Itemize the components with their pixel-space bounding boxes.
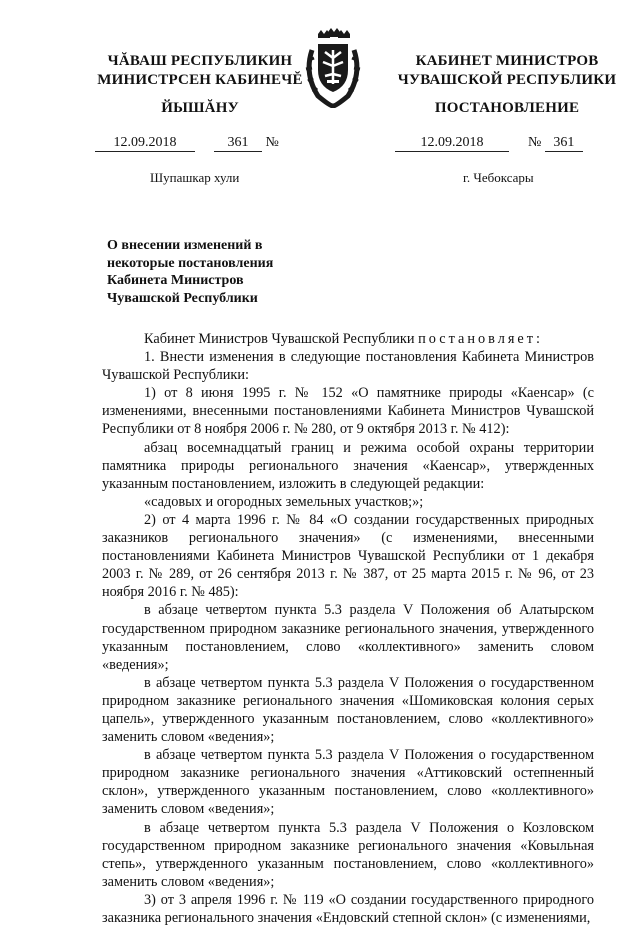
body-paragraph: 3) от 3 апреля 1996 г. № 119 «О создании государственного природного заказника регионального значения «Ендовский степной склон» (с изменениями, — [102, 891, 594, 926]
left-date: 12.09.2018 — [95, 135, 195, 152]
intro-verb: постановляет: — [418, 331, 544, 347]
header-left-line2: МИНИСТРСЕН КАБИНЕЧĔ — [97, 72, 303, 88]
right-number-line — [395, 135, 610, 153]
right-city: г. Чебоксары — [463, 170, 534, 185]
left-number: 361 — [214, 135, 262, 152]
right-date: 12.09.2018 — [395, 135, 509, 152]
coat-of-arms-emblem — [300, 28, 366, 108]
right-no-sign: № — [528, 135, 542, 150]
left-city: Шупашкар хули — [150, 170, 240, 185]
body-paragraph: в абзаце четвертом пункта 5.3 раздела V Положения о государственном природном заказнике регионального значения «Шомиковская колония серых цапель», утвержденного указанным постановлением, слово «коллективного» заменить словом «ведения»; — [102, 674, 594, 746]
intro-paragraph — [102, 330, 594, 348]
left-number-line — [95, 135, 310, 153]
body-paragraph: в абзаце четвертом пункта 5.3 раздела V Положения об Алатырском государственном природном заказнике регионального значения, утвержденного указанным постановлением, слово «коллективного» заменить словом «ведения»; — [102, 602, 594, 673]
body-paragraph: 1. Внести изменения в следующие постановления Кабинета Министров Чувашской Республики: — [102, 349, 594, 384]
header-right-line1: КАБИНЕТ МИНИСТРОВ — [415, 53, 599, 69]
body-paragraph: «садовых и огородных земельных участков;»; — [144, 493, 424, 510]
body-paragraph: абзац восемнадцатый границ и режима особой охраны территории памятника природы регионального значения «Каенсар», утвержденных указанным постановлением, изложить в следующей редакции: — [102, 439, 594, 492]
body-paragraph: 2) от 4 марта 1996 г. № 84 «О создании государственных природных заказников регионального значения» (с изменениями, внесенными постановлениями Кабинета Министров Чувашской Республики от 1 декабря 2003 г. № 289, от 26 сентября 2013 г. № 387, от 25 марта 2015 г. № 96, от 23 ноября 2016 г. № 485): — [102, 511, 594, 601]
coat-of-arms-icon — [300, 28, 366, 108]
header-right-authority — [392, 52, 622, 90]
body-paragraph: в абзаце четвертом пункта 5.3 раздела V Положения о государственном природном заказнике регионального значения «Аттиковский остепненный склон», утвержденного указанным постановлением, слово «коллективного» заменить словом «ведения»; — [102, 747, 594, 818]
document-title: О внесении изменений в некоторые постановления Кабинета Министров Чувашской Республики — [107, 238, 274, 306]
body-paragraph: в абзаце четвертом пункта 5.3 раздела V Положения о Козловском государственном природном заказнике регионального значения «Ковыльная степь», утвержденного указанным постановлением, слово «коллективного» заменить словом «ведения»; — [102, 819, 594, 890]
header-left-doc-type: ЙЫШĂНУ — [161, 100, 239, 116]
intro-prefix: Кабинет Министров Чувашской Республики — [144, 331, 415, 347]
header-left-line1: ЧĂВАШ РЕСПУБЛИКИН — [107, 53, 293, 69]
header-right-doc-type: ПОСТАНОВЛЕНИЕ — [434, 100, 580, 116]
left-no-sign: № — [265, 135, 279, 150]
body-paragraph: 1) от 8 июня 1995 г. № 152 «О памятнике природы «Каенсар» (с изменениями, внесенными постановлениями Кабинета Министров Чувашской Республики от 8 ноября 2006 г. № 280, от 9 октября 2013 г. № 412): — [102, 385, 594, 438]
header-right-line2: ЧУВАШСКОЙ РЕСПУБЛИКИ — [397, 72, 617, 88]
right-number: 361 — [545, 135, 583, 152]
header-left-authority — [95, 52, 305, 90]
document-body — [102, 330, 594, 927]
